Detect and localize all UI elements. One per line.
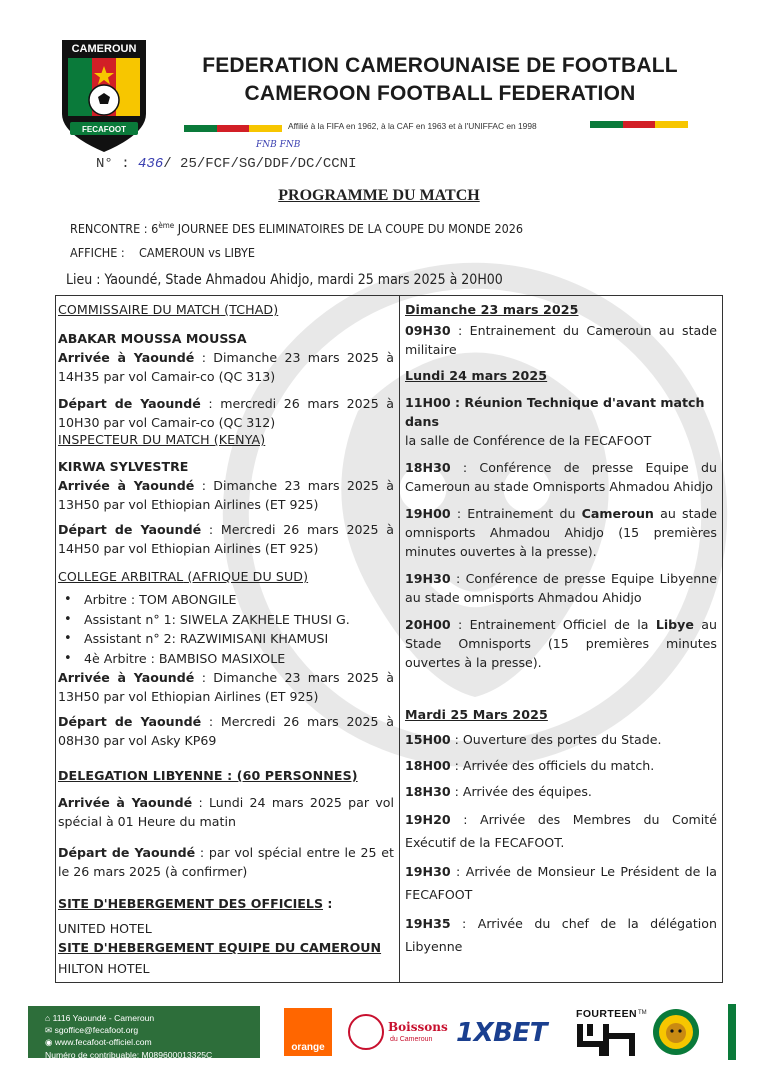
schedule-item: 15H00 : Ouverture des portes du Stade. [405, 732, 662, 747]
svg-text:CAMEROUN: CAMEROUN [71, 43, 137, 55]
hebergement-cameroun-heading: SITE D'HEBERGEMENT EQUIPE DU CAMEROUN [58, 940, 382, 955]
schedule-item: 18H00 : Arrivée des officiels du match. [405, 758, 655, 773]
hebergement-officiels-value: UNITED HOTEL [58, 921, 152, 936]
1xbet-logo: 1XBET [456, 1018, 547, 1048]
footer [28, 1004, 730, 1060]
handwritten-note: FNB FNB [256, 140, 301, 150]
commissaire-name: ABAKAR MOUSSA MOUSSA [58, 331, 247, 346]
list-item: • Assistant n° 2: RAZWIMISANI KHAMUSI [58, 629, 394, 649]
delegation-arrival: Arrivée à Yaoundé : Lundi 24 mars 2025 par vol spécial à 01 Heure du matin [58, 795, 394, 829]
inspecteur-section [58, 430, 394, 558]
rencontre-line [70, 221, 523, 236]
mail-icon: ✉ [45, 1025, 53, 1036]
college-heading: COLLEGE ARBITRAL (AFRIQUE DU SUD) [58, 569, 309, 584]
website-line[interactable]: ◉ www.fecafoot-officiel.com [45, 1037, 152, 1048]
fecafoot-logo [58, 36, 150, 156]
programme-table [55, 295, 723, 983]
reference-prefix: N° : [96, 156, 139, 172]
inspecteur-arrival: Arrivée à Yaoundé : Dimanche 23 mars 2025 à 13H50 par vol Ethiopian Airlines (ET 925) [58, 478, 394, 512]
rencontre-sup: ème [158, 221, 175, 230]
delegation-heading: DELEGATION LIBYENNE : (60 PERSONNES) [58, 768, 358, 783]
list-item: • Assistant n° 1: SIWELA ZAKHELE THUSI G. [58, 610, 394, 630]
flag-stripe-left [184, 125, 282, 132]
reference-code: / 25/FCF/SG/DDF/DC/CCNI [163, 156, 357, 172]
list-item: • 4è Arbitre : BAMBISO MASIXOLE [58, 649, 394, 669]
inspecteur-name: KIRWA SYLVESTRE [58, 459, 189, 474]
svg-text:FECAFOOT: FECAFOOT [82, 125, 126, 134]
commissaire-section [58, 300, 394, 432]
schedule-item: 20H00 : Entrainement Officiel de la Libye au Stade Omnisports (15 premières minutes ouvertes à la presse). [405, 617, 718, 670]
day3-section [405, 705, 717, 958]
schedule-item: 18H30 : Arrivée des équipes. [405, 784, 592, 799]
day1-heading: Dimanche 23 mars 2025 [405, 302, 579, 317]
orange-logo: orange [284, 1008, 332, 1056]
delegation-departure: Départ de Yaoundé : par vol spécial entre le 25 et le 26 mars 2025 (à confirmer) [58, 845, 394, 879]
hebergement-section [58, 894, 394, 978]
day3-heading: Mardi 25 Mars 2025 [405, 707, 548, 722]
day2-heading: Lundi 24 mars 2025 [405, 368, 548, 383]
rencontre-value: JOURNEE DES ELIMINATOIRES DE LA COUPE DU MONDE 2026 [177, 221, 524, 237]
schedule-item: 19H30 : Arrivée de Monsieur Le Président de la FECAFOOT [405, 864, 717, 902]
document-title: PROGRAMME DU MATCH [278, 187, 480, 204]
referees-list [58, 590, 394, 668]
flag-stripe-right [590, 121, 688, 128]
inspecteur-heading: INSPECTEUR DU MATCH (KENYA) [58, 432, 266, 447]
lieu-value: Yaoundé, Stade Ahmadou Ahidjo, mardi 25 mars 2025 à 20H00 [104, 272, 503, 288]
column-divider [399, 296, 400, 982]
day1-section [405, 300, 717, 359]
day2-section [405, 366, 717, 672]
commissaire-departure: Départ de Yaoundé : mercredi 26 mars 2025 à 10H30 par vol Camair-co (QC 312) [58, 396, 394, 430]
federation-title-fr: FEDERATION CAMEROUNAISE DE FOOTBALL [202, 54, 678, 77]
globe-icon: ◉ [45, 1037, 53, 1048]
boissons-logo: Boissons du Cameroun [346, 1008, 446, 1058]
affiche-value: CAMEROUN vs LIBYE [139, 245, 255, 260]
flag-strip [728, 1004, 736, 1060]
schedule-item: 19H20 : Arrivée des Membres du Comité Exécutif de la FECAFOOT. [405, 812, 717, 850]
fourteen-mark-icon [576, 1022, 636, 1058]
delegation-section [58, 766, 394, 881]
college-section [58, 567, 394, 750]
commissaire-heading: COMMISSAIRE DU MATCH (TCHAD) [58, 302, 279, 317]
hebergement-officiels-heading: SITE D'HEBERGEMENT DES OFFICIELS : [58, 896, 333, 911]
college-departure: Départ de Yaoundé : Mercredi 26 mars 2025 à 08H30 par vol Asky KP69 [58, 714, 394, 748]
list-item: • Arbitre : TOM ABONGILE [58, 590, 394, 610]
fourteen-logo: FOURTEEN TM [574, 1008, 640, 1060]
reference-handwritten: 436 [138, 156, 164, 172]
schedule-item: 18H30 : Conférence de presse Equipe du Cameroun au stade Omnisports Ahmadou Ahidjo [405, 460, 717, 494]
rencontre-ordinal: 6 [151, 221, 159, 237]
schedule-item: 19H00 : Entrainement du Cameroun au stade omnisports Ahmadou Ahidjo (15 premières minutes ouvertes à la presse). [405, 506, 717, 559]
boissons-emblem-icon [348, 1014, 384, 1050]
lion-badge-icon [652, 1008, 700, 1056]
contact-box [28, 1006, 260, 1058]
rencontre-label: RENCONTRE : [70, 221, 148, 237]
email-line[interactable]: ✉ sgoffice@fecafoot.org [45, 1025, 139, 1036]
affiche-line [70, 245, 255, 260]
schedule-item: 11H00 : Réunion Technique d'avant match dans la salle de Conférence de la FECAFOOT [405, 395, 705, 448]
hebergement-cameroun-value: HILTON HOTEL [58, 961, 150, 976]
schedule-item: 19H30 : Conférence de presse Equipe Libyenne au stade omnisports Ahmadou Ahidjo [405, 571, 717, 605]
contribuable-line: Numéro de contribuable: M089600013325C [45, 1049, 213, 1060]
federation-title-en: CAMEROON FOOTBALL FEDERATION [244, 82, 636, 105]
lieu-line [66, 272, 503, 288]
college-arrival: Arrivée à Yaoundé : Dimanche 23 mars 2025 à 13H50 par vol Ethiopian Airlines (ET 925) [58, 670, 394, 704]
lieu-label: Lieu : [66, 272, 101, 288]
affiche-label: AFFICHE : [70, 245, 125, 260]
affiliation-text: Affilié à la FIFA en 1962, à la CAF en 1963 et à l'UNIFFAC en 1998 [288, 121, 537, 131]
federation-title [160, 52, 720, 108]
schedule-item: 09H30 : Entrainement du Cameroun au stade militaire [405, 323, 717, 357]
inspecteur-departure: Départ de Yaoundé : Mercredi 26 mars 2025 à 14H50 par vol Ethiopian Airlines (ET 925) [58, 522, 394, 556]
reference-number [96, 156, 356, 172]
commissaire-arrival: Arrivée à Yaoundé : Dimanche 23 mars 2025 à 14H35 par vol Camair-co (QC 313) [58, 350, 394, 384]
home-icon: ⌂ [45, 1013, 51, 1023]
address-line: ⌂ 1116 Yaoundé - Cameroun [45, 1013, 155, 1023]
schedule-item: 19H35 : Arrivée du chef de la délégation Libyenne [405, 916, 717, 954]
